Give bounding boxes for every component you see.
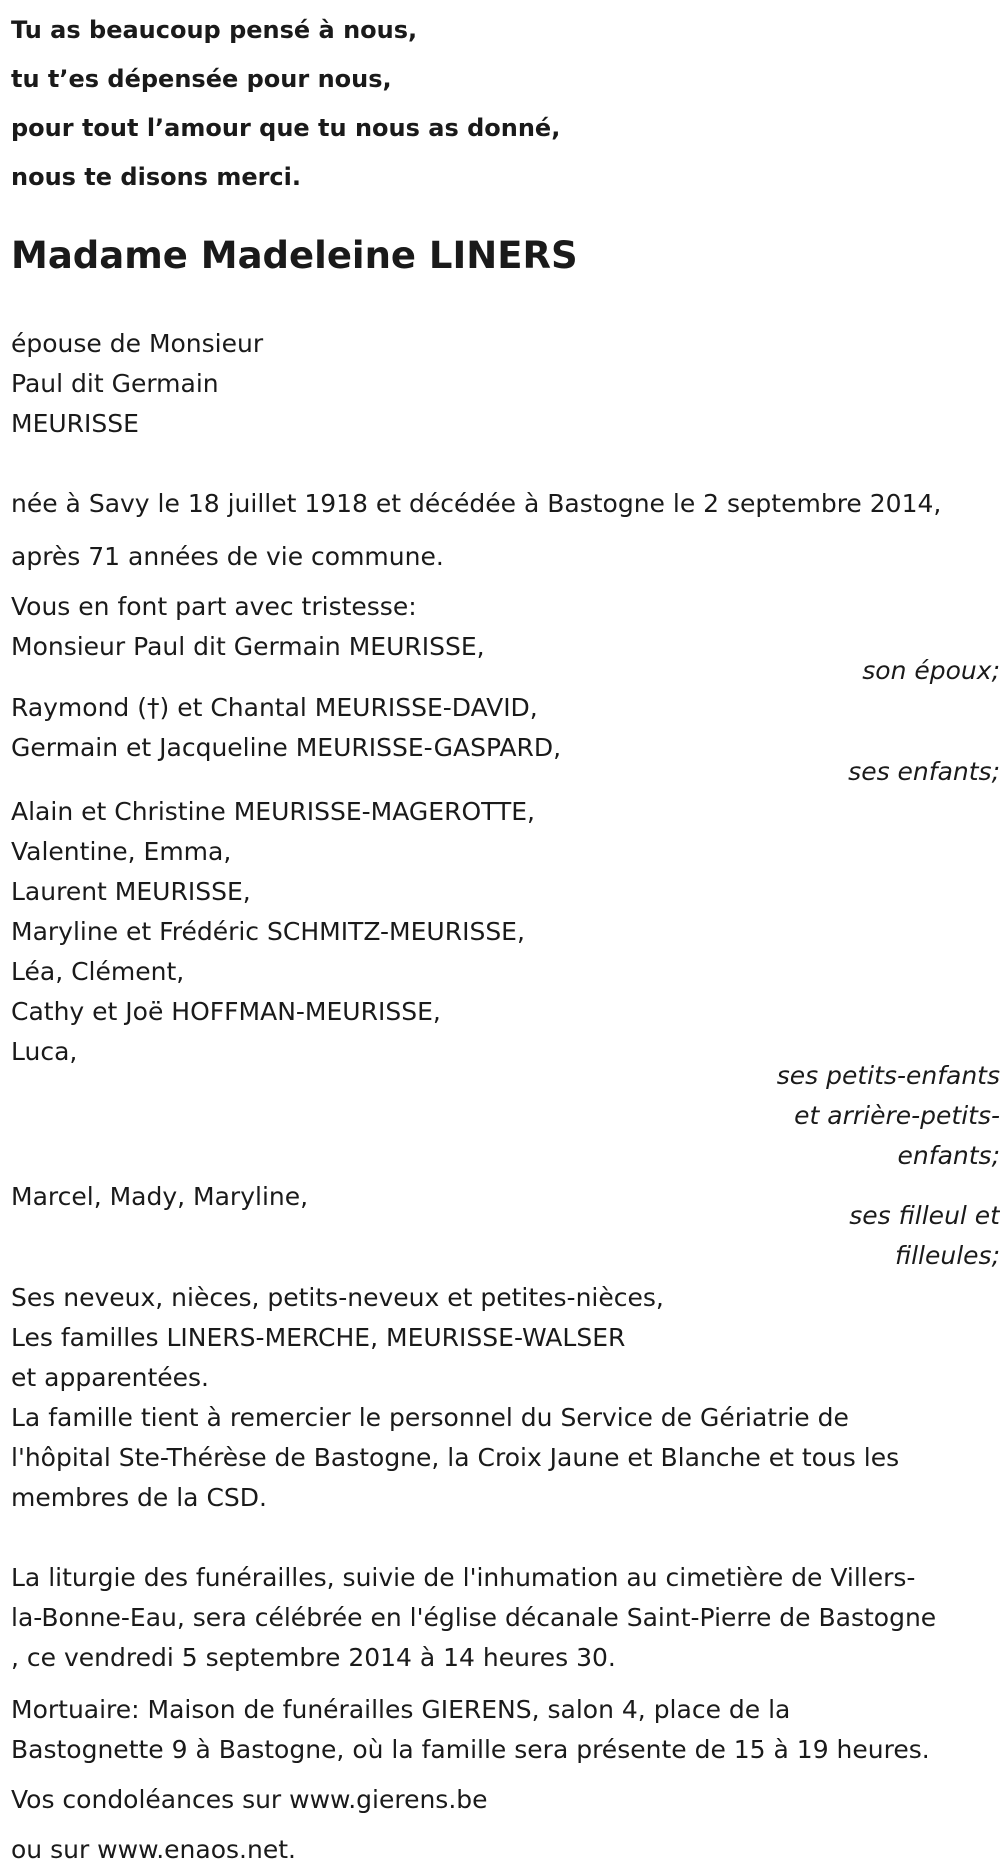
husband-role: son époux; [862,656,1000,685]
relatives-line: et apparentées. [11,1363,209,1392]
grandchildren-role [777,1056,1000,1176]
grandchild-line: Léa, Clément, [11,957,185,986]
poem-line: nous te disons merci. [11,163,302,191]
relatives-line: Les familles LINERS-MERCHE, MEURISSE-WALSER [11,1323,626,1352]
children-role: ses enfants; [848,757,1000,786]
thanks-line: l'hôpital Ste-Thérèse de Bastogne, la Croix Jaune et Blanche et tous les [11,1443,900,1472]
role-line: enfants; [897,1141,1000,1170]
spouse-line: épouse de Monsieur [11,329,264,358]
mortuary-line: Bastognette 9 à Bastogne, où la famille sera présente de 15 à 19 heures. [11,1735,930,1764]
poem [11,6,560,202]
child-line: Germain et Jacqueline MEURISSE-GASPARD, [11,733,562,762]
children-block [11,688,561,768]
announce-intro: Vous en font part avec tristesse: [11,592,417,621]
grandchild-line: Alain et Christine MEURISSE-MAGEROTTE, [11,797,535,826]
grandchild-line: Laurent MEURISSE, [11,877,251,906]
relatives-block [11,1278,664,1398]
poem-line: Tu as beaucoup pensé à nous, [11,16,418,44]
thanks-line: membres de la CSD. [11,1483,267,1512]
funeral-block [11,1558,936,1678]
godchildren-role [849,1196,1000,1276]
child-line: Raymond (†) et Chantal MEURISSE-DAVID, [11,693,538,722]
thanks-line: La famille tient à remercier le personnel du Service de Gériatrie de [11,1403,849,1432]
relatives-line: Ses neveux, nièces, petits-neveux et petites-nièces, [11,1283,664,1312]
mortuary-line: Mortuaire: Maison de funérailles GIERENS, salon 4, place de la [11,1695,791,1724]
years-together-line: après 71 années de vie commune. [11,542,444,571]
godchildren-names: Marcel, Mady, Maryline, [11,1182,309,1211]
husband-name: Monsieur Paul dit Germain MEURISSE, [11,632,485,661]
deceased-name: Madame Madeleine LINERS [11,234,578,277]
spouse-block [11,324,263,444]
role-line: ses petits-enfants [776,1061,1000,1090]
condolences-line: Vos condoléances sur www.gierens.be [11,1785,488,1814]
thanks-block [11,1398,899,1518]
role-line: filleules; [894,1241,1000,1270]
grandchild-line: Valentine, Emma, [11,837,232,866]
funeral-line: La liturgie des funérailles, suivie de l'inhumation au cimetière de Villers- [11,1563,916,1592]
birth-death-line: née à Savy le 18 juillet 1918 et décédée à Bastogne le 2 septembre 2014, [11,489,942,518]
spouse-line: Paul dit Germain [11,369,219,398]
grandchildren-block [11,792,535,1072]
spouse-line: MEURISSE [11,409,139,438]
poem-line: tu t’es dépensée pour nous, [11,65,392,93]
role-line: ses filleul et [849,1201,1000,1230]
funeral-line: , ce vendredi 5 septembre 2014 à 14 heures 30. [11,1643,616,1672]
poem-line: pour tout l’amour que tu nous as donné, [11,114,561,142]
condolences-line: ou sur www.enaos.net. [11,1835,296,1864]
funeral-line: la-Bonne-Eau, sera célébrée en l'église décanale Saint-Pierre de Bastogne [11,1603,937,1632]
grandchild-line: Cathy et Joë HOFFMAN-MEURISSE, [11,997,441,1026]
grandchild-line: Luca, [11,1037,78,1066]
role-line: et arrière-petits- [794,1101,1000,1130]
mortuary-block [11,1690,930,1770]
grandchild-line: Maryline et Frédéric SCHMITZ-MEURISSE, [11,917,525,946]
